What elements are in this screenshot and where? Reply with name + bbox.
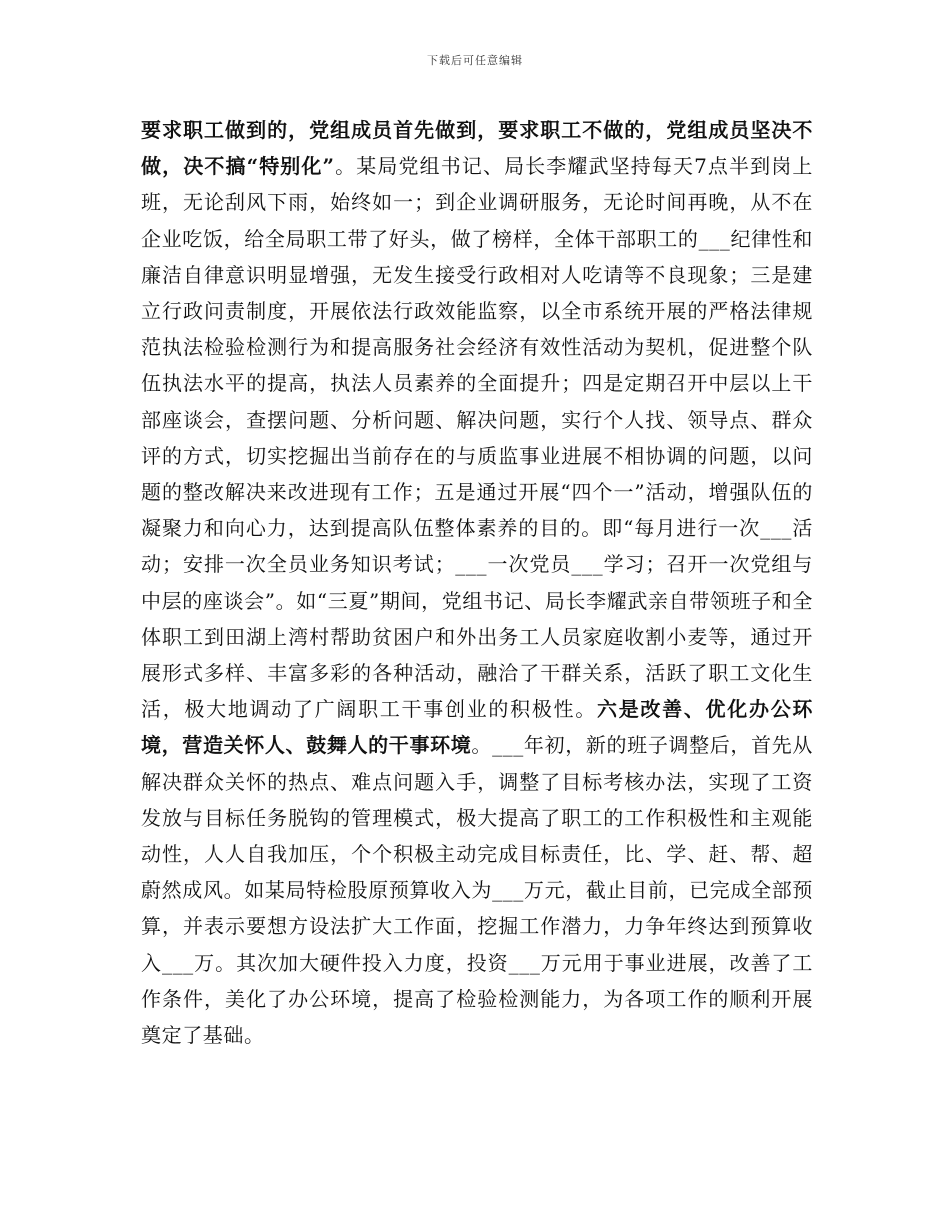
- page-header: 下载后可任意编辑: [427, 54, 523, 67]
- paragraph-text-2: 。___年初，新的班子调整后，首先从解决群众关怀的热点、难点问题入手，调整了目标考核办法，实现了工资发放与目标任务脱钩的管理模式，极大提高了职工的工作积极性和主观能动性，人人自我加压，个个积极主动完成目标责任，比、学、赶、帮、超蔚然成风。如某局特检股原预算收入为___万元，截止目前，已完成全部预算，并表示要想方设法扩大工作面，挖掘工作潜力，力争年终达到预算收入___万。其次加大硬件投入力度，投资___万元用于事业进展，改善了工作条件，美化了办公环境，提高了检验检测能力，为各项工作的顺利开展奠定了基础。: [141, 733, 813, 1048]
- document-body: [141, 112, 813, 1053]
- section-six-heading: 六是改善、优化办公环境，营造关怀人、鼓舞人的干事环境: [141, 697, 814, 758]
- paragraph-text-1: 。某局党组书记、局长李耀武坚持每天7点半到岗上班，无论刮风下雨，始终如一；到企业调研服务，无论时间再晚，从不在企业吃饭，给全局职工带了好头，做了榜样，全体干部职工的___纪律性和廉洁自律意识明显增强，无发生接受行政相对人吃请等不良现象；三是建立行政问责制度，开展依法行政效能监察，以全市系统开展的严格法律规范执法检验检测行为和提高服务社会经济有效性活动为契机，促进整个队伍执法水平的提高，执法人员素养的全面提升；四是定期召开中层以上干部座谈会，查摆问题、分析问题、解决问题，实行个人找、领导点、群众评的方式，切实挖掘出当前存在的与质监事业进展不相协调的问题，以问题的整改解决来改进现有工作；五是通过开展“四个一”活动，增强队伍的凝聚力和向心力，达到提高队伍整体素养的目的。即“每月进行一次___活动；安排一次全员业务知识考试；___一次党员___学习；召开一次党组与中层的座谈会”。如“三夏”期间，党组书记、局长李耀武亲自带领班子和全体职工到田湖上湾村帮助贫困户和外出务工人员家庭收割小麦等，通过开展形式多样、丰富多彩的各种活动，融洽了干群关系，活跃了职工文化生活，极大地调动了广阔职工干事创业的积极性。: [141, 154, 813, 722]
- lead-bold-sentence: 要求职工做到的，党组成员首先做到，要求职工不做的，党组成员坚决不做，决不搞“特别化”: [141, 118, 813, 179]
